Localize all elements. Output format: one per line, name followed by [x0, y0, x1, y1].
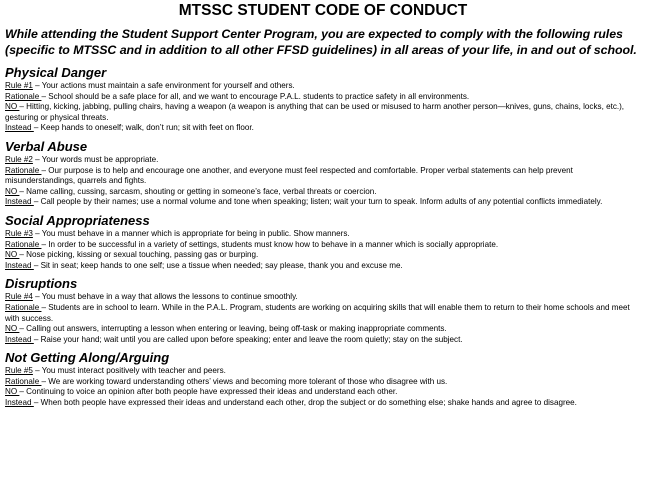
rule-label: Rule #1	[5, 81, 33, 90]
rationale-label: Rationale	[5, 91, 42, 101]
intro-paragraph: While attending the Student Support Center Program, you are expected to comply with the following rules (specific to MTSSC and in addition to all other FFSD guidelines) in all areas of your life, in and out of school.	[5, 27, 637, 57]
instead-label: Instead	[5, 197, 34, 207]
rationale-line	[5, 240, 641, 251]
section-verbal-abuse	[5, 139, 641, 208]
instead-line	[5, 123, 641, 134]
instead-text: – Keep hands to oneself; walk, don’t run; sit with feet on floor.	[33, 123, 254, 133]
instead-text: – Call people by their names; use a normal volume and tone when speaking; listen; wait your turn to speak. Inform adults of any potential conflicts immediately.	[33, 197, 603, 207]
document-title: MTSSC STUDENT CODE OF CONDUCT	[178, 2, 468, 19]
no-label: NO	[5, 324, 20, 334]
instead-text: – When both people have expressed their ideas and understand each other, drop the subject or do something else; shake hands and agree to disagree.	[33, 398, 577, 408]
rule-line	[5, 155, 641, 166]
no-label: NO	[5, 250, 20, 260]
rationale-label: Rationale	[5, 239, 42, 249]
rationale-text: – We are working toward understanding others’ views and becoming more tolerant of those who disagree with us.	[41, 376, 448, 386]
no-line	[5, 387, 641, 398]
section-heading: Not Getting Along/Arguing	[5, 350, 170, 366]
no-text: – Calling out answers, interrupting a lesson when entering or leaving, being off-task or making inappropriate comments.	[19, 324, 447, 334]
section-heading: Physical Danger	[5, 65, 107, 80]
rule-line	[5, 229, 641, 240]
rule-text: – Your actions must maintain a safe environment for yourself and others.	[32, 81, 295, 90]
rule-text: – Your words must be appropriate.	[32, 154, 159, 164]
instead-line	[5, 335, 641, 346]
instead-line	[5, 261, 641, 272]
no-label: NO	[5, 102, 20, 112]
section-not-getting-along	[5, 350, 641, 408]
no-line	[5, 324, 641, 335]
no-line	[5, 102, 641, 123]
rule-label: Rule #4	[5, 292, 33, 302]
rule-line	[5, 81, 641, 92]
rationale-label: Rationale	[5, 165, 42, 175]
no-line	[5, 250, 641, 261]
rationale-text: – In order to be successful in a variety of settings, students must know how to behave in a manner which is socially appropriate.	[41, 239, 499, 249]
instead-text: – Sit in seat; keep hands to one self; use a tissue when needed; say please, thank you and excuse me.	[33, 260, 403, 270]
instead-label: Instead	[5, 260, 34, 270]
instead-label: Instead	[5, 123, 34, 133]
rationale-line	[5, 166, 641, 187]
rule-label: Rule #2	[5, 154, 33, 164]
rationale-label: Rationale	[5, 376, 42, 386]
no-line	[5, 187, 641, 198]
rule-line	[5, 292, 641, 303]
section-disruptions	[5, 276, 641, 345]
instead-line	[5, 398, 641, 409]
rationale-line	[5, 377, 641, 388]
instead-line	[5, 197, 641, 208]
instead-label: Instead	[5, 334, 34, 344]
no-label: NO	[5, 186, 20, 196]
instead-label: Instead	[5, 398, 34, 408]
no-text: – Hitting, kicking, jabbing, pulling chairs, having a weapon (a weapon is anything that can be used or misused to harm another person—knives, guns, chains, locks, etc.), gesturing or physical threats.	[5, 102, 625, 122]
no-label: NO	[5, 387, 20, 397]
rule-line	[5, 366, 641, 377]
rule-text: – You must interact positively with teacher and peers.	[32, 366, 226, 376]
rule-text: – You must behave in a manner which is appropriate for being in public. Show manners.	[32, 228, 350, 238]
rationale-text: – Students are in school to learn. While in the P.A.L. Program, students are working on acquiring skills that will enable them to return to their home schools and meet with success.	[5, 302, 630, 323]
rule-text: – You must behave in a way that allows the lessons to continue smoothly.	[32, 292, 298, 302]
rationale-text: – School should be a safe place for all, and we want to encourage P.A.L. students to practice safety in all environments.	[41, 91, 470, 101]
rationale-label: Rationale	[5, 302, 42, 312]
section-heading: Disruptions	[5, 276, 78, 292]
instead-text: – Raise your hand; wait until you are called upon before speaking; enter and leave the room quietly; stay on the subject.	[33, 334, 463, 344]
section-heading: Social Appropriateness	[5, 212, 150, 228]
section-physical-danger	[5, 65, 641, 134]
rule-label: Rule #5	[5, 366, 33, 376]
section-social-appropriateness	[5, 213, 641, 271]
rule-label: Rule #3	[5, 228, 33, 238]
rationale-line	[5, 303, 641, 324]
no-text: – Continuing to voice an opinion after both people have expressed their ideas and understand each other.	[19, 387, 398, 397]
rationale-line	[5, 92, 641, 103]
section-heading: Verbal Abuse	[5, 138, 88, 154]
rationale-text: – Our purpose is to help and encourage one another, and everyone must feel respected and comfortable. Proper verbal statements can help prevent misunderstandings, quarrels and fights.	[5, 165, 573, 186]
no-text: – Nose picking, kissing or sexual touching, passing gas or burping.	[19, 250, 259, 260]
no-text: – Name calling, cussing, sarcasm, shouting or getting in someone’s face, verbal threats or coercion.	[19, 186, 377, 196]
